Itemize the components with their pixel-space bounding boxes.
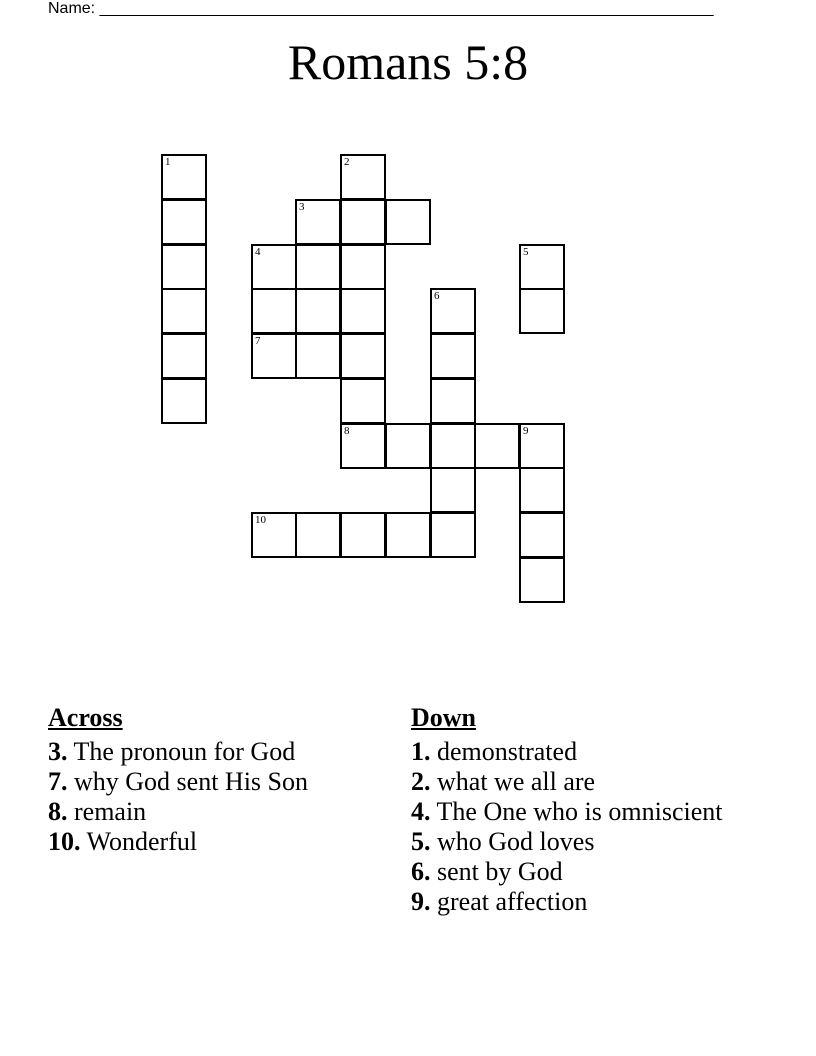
grid-cell[interactable] (519, 467, 565, 513)
grid-cell[interactable] (161, 288, 207, 334)
clue-text: The One who is omniscient (436, 797, 723, 826)
grid-cell[interactable] (161, 154, 207, 200)
grid-cell[interactable] (161, 333, 207, 379)
grid-cell[interactable] (161, 378, 207, 424)
clue-number: 3. (48, 737, 68, 766)
grid-cell[interactable] (340, 199, 386, 245)
clue-item (48, 797, 378, 827)
grid-cell[interactable] (251, 512, 297, 558)
grid-cell[interactable] (385, 199, 431, 245)
cell-number: 7 (255, 335, 261, 347)
grid-cell[interactable] (295, 199, 341, 245)
clue-number: 5. (411, 827, 431, 856)
grid-cell[interactable] (295, 333, 341, 379)
grid-cell[interactable] (340, 288, 386, 334)
grid-cell[interactable] (519, 557, 565, 603)
grid-cell[interactable] (430, 467, 476, 513)
clue-item (411, 827, 751, 857)
grid-cell[interactable] (251, 333, 297, 379)
cell-number: 9 (523, 425, 529, 437)
cell-number: 5 (523, 246, 529, 258)
clue-text: who God loves (437, 827, 595, 856)
clue-item (48, 767, 378, 797)
cell-number: 8 (344, 425, 350, 437)
clue-text: sent by God (437, 857, 563, 886)
grid-cell[interactable] (340, 154, 386, 200)
grid-cell[interactable] (430, 423, 476, 469)
grid-cell[interactable] (519, 288, 565, 334)
clue-text: remain (74, 797, 147, 826)
clue-number: 4. (411, 797, 431, 826)
clue-number: 7. (48, 767, 68, 796)
clue-item (48, 737, 378, 767)
clue-number: 10. (48, 827, 81, 856)
grid-cell[interactable] (340, 423, 386, 469)
clue-item (411, 737, 751, 767)
clue-number: 1. (411, 737, 431, 766)
grid-cell[interactable] (295, 288, 341, 334)
down-clues (411, 703, 751, 917)
page-title: Romans 5:8 (287, 34, 529, 90)
across-clue-list (48, 737, 378, 857)
grid-cell[interactable] (295, 244, 341, 290)
grid-cell[interactable] (161, 244, 207, 290)
clue-item (411, 797, 751, 827)
grid-cell[interactable] (340, 512, 386, 558)
clue-number: 2. (411, 767, 431, 796)
grid-cell[interactable] (385, 512, 431, 558)
cell-number: 10 (255, 514, 266, 526)
cell-number: 3 (299, 201, 305, 213)
clue-text: why God sent His Son (74, 767, 309, 796)
name-field[interactable]: Name: _____________________________________________________________________ (48, 0, 714, 17)
grid-cell[interactable] (430, 512, 476, 558)
grid-cell[interactable] (251, 288, 297, 334)
clue-text: The pronoun for God (73, 737, 296, 766)
clue-number: 8. (48, 797, 68, 826)
clue-item (48, 827, 378, 857)
grid-cell[interactable] (385, 423, 431, 469)
cell-number: 1 (165, 156, 171, 168)
cell-number: 4 (255, 246, 261, 258)
clue-text: great affection (437, 887, 588, 916)
clue-number: 9. (411, 887, 431, 916)
grid-cell[interactable] (340, 333, 386, 379)
grid-cell[interactable] (519, 244, 565, 290)
grid-cell[interactable] (340, 244, 386, 290)
clue-text: what we all are (437, 767, 596, 796)
grid-cell[interactable] (295, 512, 341, 558)
cell-number: 6 (434, 290, 440, 302)
grid-cell[interactable] (251, 244, 297, 290)
clue-item (411, 887, 751, 917)
clue-number: 6. (411, 857, 431, 886)
cell-number: 2 (344, 156, 350, 168)
grid-cell[interactable] (430, 288, 476, 334)
grid-cell[interactable] (340, 378, 386, 424)
clue-item (411, 857, 751, 887)
grid-cell[interactable] (474, 423, 520, 469)
clue-text: demonstrated (437, 737, 578, 766)
grid-cell[interactable] (430, 333, 476, 379)
grid-cell[interactable] (161, 199, 207, 245)
down-heading: Down (411, 703, 477, 732)
across-clues (48, 703, 378, 857)
grid-cell[interactable] (519, 512, 565, 558)
grid-cell[interactable] (430, 378, 476, 424)
grid-cell[interactable] (519, 423, 565, 469)
clue-item (411, 767, 751, 797)
down-clue-list (411, 737, 751, 917)
clue-text: Wonderful (86, 827, 198, 856)
across-heading: Across (48, 703, 123, 732)
